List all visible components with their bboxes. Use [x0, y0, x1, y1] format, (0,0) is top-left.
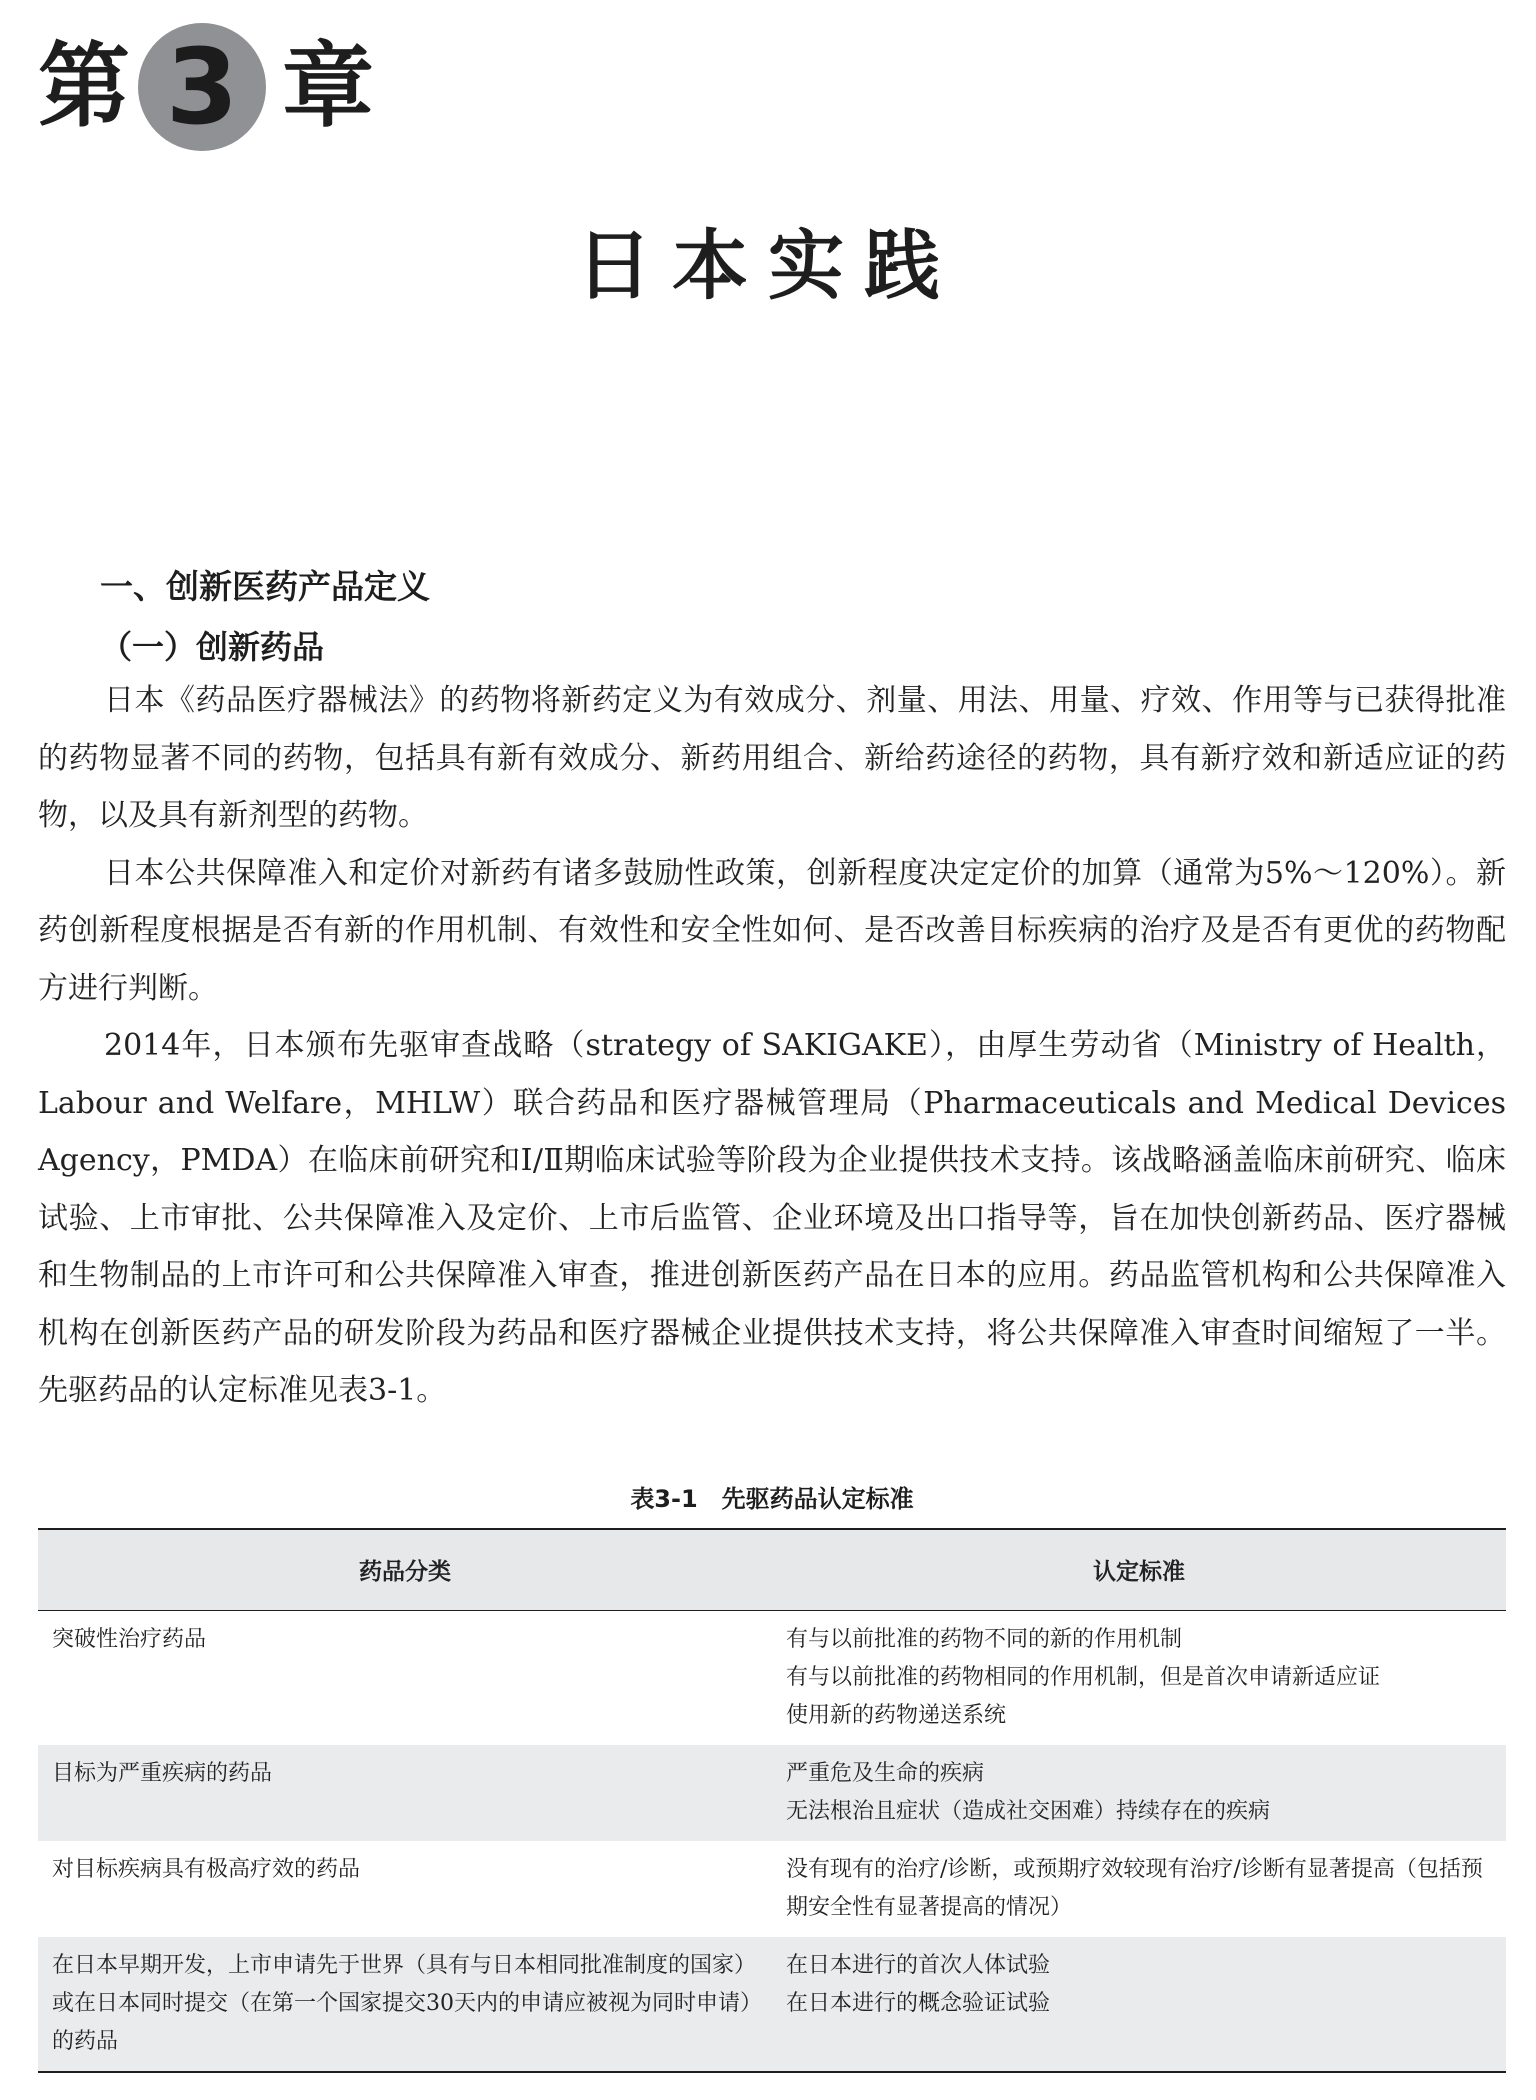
category-cell: 突破性治疗药品 [52, 1626, 207, 1652]
category-cell: 在日本早期开发，上市申请先于世界（具有与日本相同批准制度的国家）或在日本同时提交（在第一个国家提交30天内的申请应被视为同时申请）的药品 [38, 1937, 772, 2072]
criterion: 无法根治且症状（造成社交困难）持续存在的疾病 [786, 1798, 1271, 1824]
criteria-cell [772, 1937, 1506, 2072]
column-header-criteria: 认定标准 [772, 1529, 1506, 1611]
criteria-cell [772, 1745, 1506, 1841]
chapter-mark [38, 22, 374, 152]
criterion: 严重危及生命的疾病 [786, 1760, 985, 1786]
chapter-prefix: 第 [38, 33, 131, 140]
paragraph: 日本公共保障准入和定价对新药有诸多鼓励性政策，创新程度决定定价的加算（通常为5%～120%）。新药创新程度根据是否有新的作用机制、有效性和安全性如何、是否改善目标疾病的治疗及是否有更优的药物配方进行判断。 [38, 855, 1506, 1006]
table-caption: 表3-1 先驱药品认定标准 [630, 1484, 914, 1513]
criterion: 有与以前批准的药物不同的新的作用机制 [786, 1626, 1183, 1652]
subsection-heading: （一）创新药品 [100, 628, 325, 666]
paragraph: 日本《药品医疗器械法》的药物将新药定义为有效成分、剂量、用法、用量、疗效、作用等与已获得批准的药物显著不同的药物，包括具有新有效成分、新药用组合、新给药途径的药物，具有新疗效和新适应证的药物，以及具有新剂型的药物。 [38, 683, 1506, 833]
table-row [38, 1937, 1506, 2072]
section-heading: 一、创新医药产品定义 [100, 567, 430, 606]
table-header-row [38, 1529, 1506, 1611]
criterion: 在日本进行的首次人体试验 [786, 1952, 1051, 1978]
chapter-title: 日本实践 [576, 221, 960, 310]
criterion: 在日本进行的概念验证试验 [786, 1990, 1051, 2016]
column-header-category: 药品分类 [38, 1529, 772, 1611]
table-row [38, 1745, 1506, 1841]
category-cell: 目标为严重疾病的药品 [38, 1745, 772, 1841]
criterion: 没有现有的治疗/诊断，或预期疗效较现有治疗/诊断有显著提高（包括预期安全性有显著提高的情况） [786, 1856, 1483, 1920]
table-row [38, 1841, 1506, 1937]
chapter-suffix: 章 [282, 33, 375, 140]
paragraph: 2014年，日本颁布先驱审查战略（strategy of SAKIGAKE），由厚生劳动省（Ministry of Health，Labour and Welfare，MHLW）联合药品和医疗器械管理局（Pharmaceuticals and Medical Devices Agency，PMDA）在临床前研究和Ⅰ/Ⅱ期临床试验等阶段为企业提供技术支持。该战略涵盖临床前研究、临床试验、上市审批、公共保障准入及定价、上市后监管、企业环境及出口指导等，旨在加快创新药品、医疗器械和生物制品的上市许可和公共保障准入审查，推进创新医药产品在日本的应用。药品监管机构和公共保障准入机构在创新医药产品的研发阶段为药品和医疗器械企业提供技术支持，将公共保障准入审查时间缩短了一半。先驱药品的认定标准见表3-1。 [38, 1028, 1506, 1408]
main-content [38, 560, 1506, 2073]
criteria-cell [772, 1841, 1506, 1937]
table-row [38, 1610, 1506, 1745]
criterion: 使用新的药物递送系统 [786, 1702, 1007, 1728]
criteria-table [38, 1528, 1506, 2073]
category-cell: 对目标疾病具有极高疗效的药品 [52, 1856, 361, 1882]
chapter-number-badge: 3 [138, 23, 266, 151]
criteria-cell [772, 1610, 1506, 1745]
criterion: 有与以前批准的药物相同的作用机制，但是首次申请新适应证 [786, 1664, 1381, 1690]
